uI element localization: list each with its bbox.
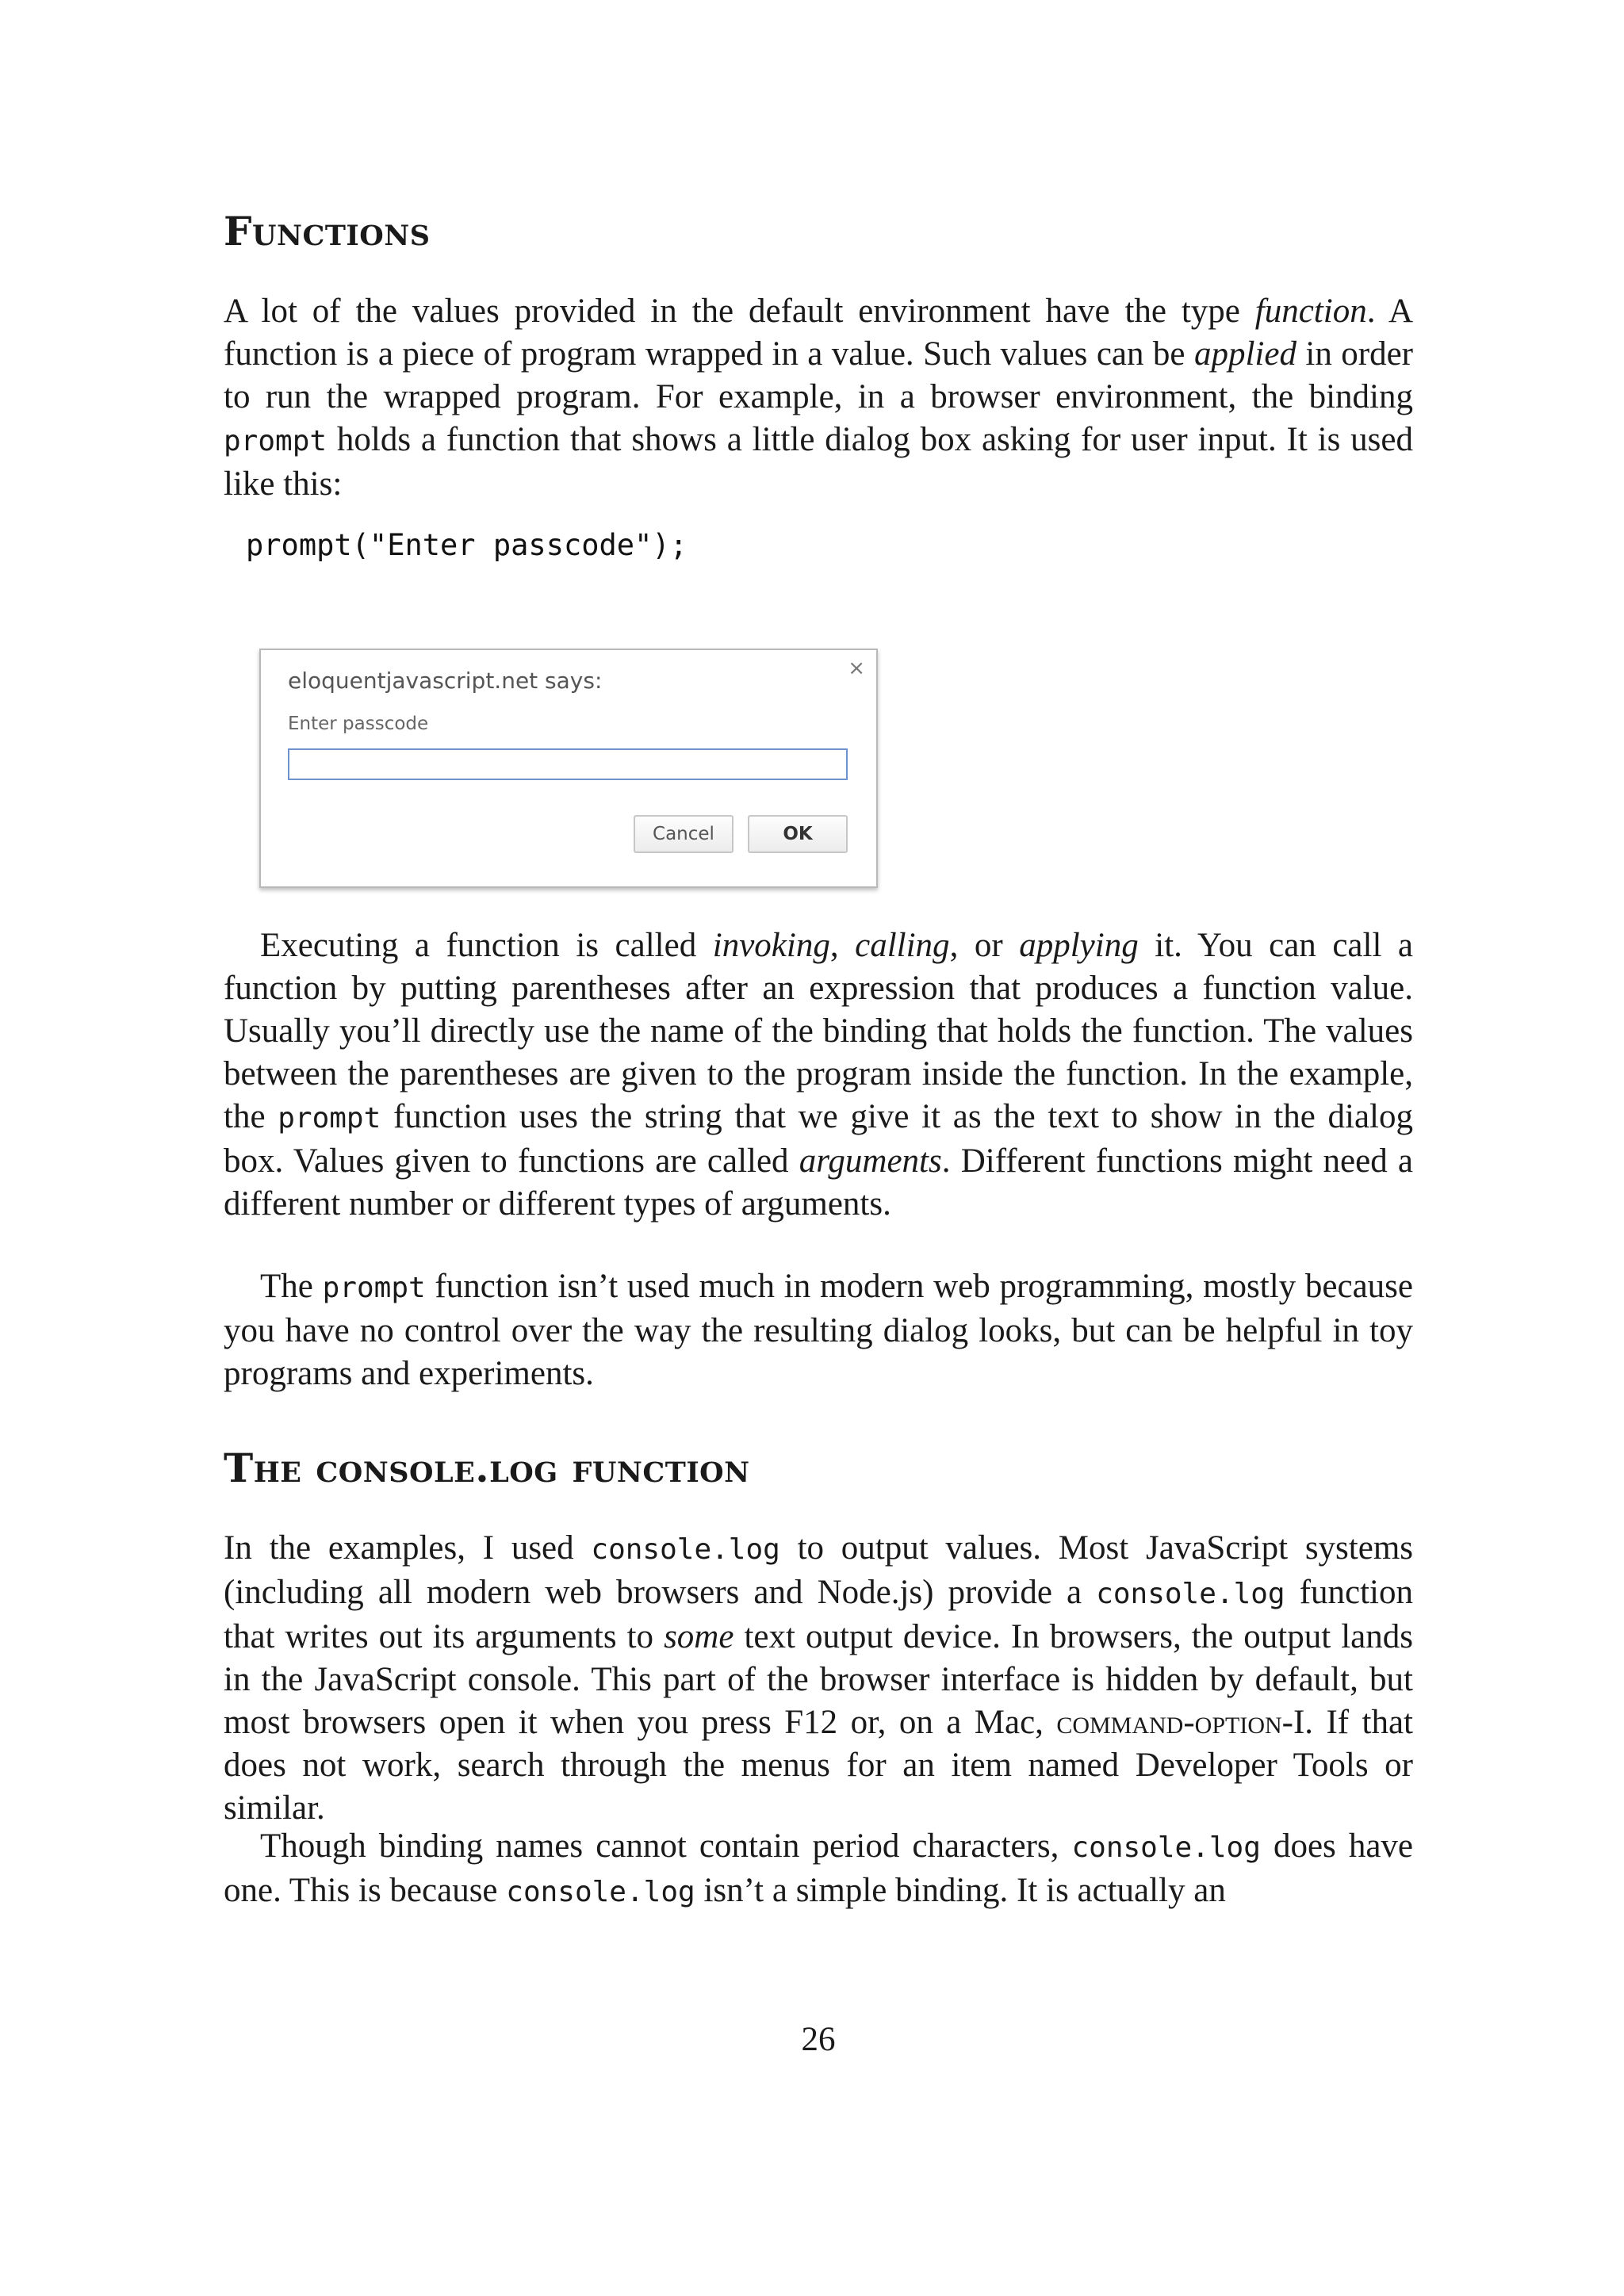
section-heading-console-log: The console.log function bbox=[224, 1445, 750, 1491]
dialog-message: Enter passcode bbox=[288, 714, 429, 734]
cancel-button[interactable]: Cancel bbox=[634, 815, 733, 853]
paragraph-invoking: Executing a function is called invoking, calling, or applying it. You can call a function by putting parentheses after an expression that produces a function value. Usually you’ll directly use the name of the binding that holds the function. The values between the parentheses are given to the program inside the function. In the example, the prompt function uses the string that we give it as the text to show in the dialog box. Values given to functions are called arguments. Different functions might need a different number or different types of arguments. bbox=[224, 927, 1414, 1223]
paragraph-console-log-intro: In the examples, I used console.log to output values. Most JavaScript systems (including all modern web browsers and Node.js) provide a console.log function that writes out its arguments to some text output device. In browsers, the output lands in the JavaScript console. This part of the browser interface is hidden by default, but most browsers open it when you press F12 or, on a Mac, command-option-I. If that does not work, search through the menus for an item named Developer Tools or similar. bbox=[224, 1529, 1414, 1827]
section-heading-functions: Functions bbox=[224, 208, 431, 254]
ok-button[interactable]: OK bbox=[748, 815, 848, 853]
paragraph-binding-names: Though binding names cannot contain period characters, console.log does have one. This is because console.log isn’t a simple binding. It is actually an bbox=[224, 1827, 1413, 1909]
prompt-dialog-screenshot bbox=[259, 649, 878, 888]
passcode-input[interactable] bbox=[288, 748, 848, 780]
page-number: 26 bbox=[801, 2021, 836, 2058]
paragraph-functions-intro: A lot of the values provided in the default environment have the type function. A function is a piece of program wrapped in a value. Such values can be applied in order to run the wrapped program. For example, in a browser environment, the binding prompt holds a function that shows a little dialog box asking for user input. It is used like this: bbox=[224, 293, 1414, 503]
dialog-title: eloquentjavascript.net says: bbox=[288, 668, 603, 694]
paragraph-prompt-usage: The prompt function isn’t used much in modern web programming, mostly because you have no control over the way the resulting dialog looks, but can be helpful in toy programs and experiments. bbox=[224, 1268, 1413, 1392]
close-icon[interactable]: × bbox=[848, 656, 865, 680]
code-block-prompt: prompt("Enter passcode"); bbox=[246, 528, 688, 562]
